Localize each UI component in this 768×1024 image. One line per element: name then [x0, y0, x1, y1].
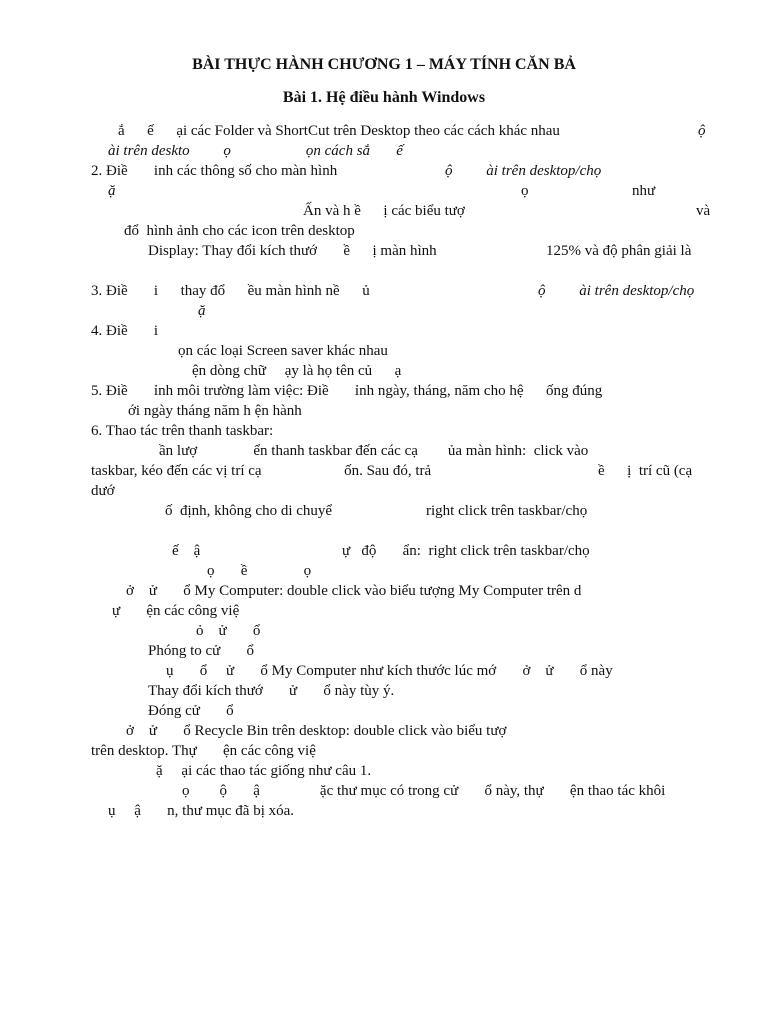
text-line: ế ậ — [172, 543, 201, 559]
text-line: 6. Thao tác trên thanh taskbar: — [91, 423, 274, 439]
text-line: Phóng to cử ổ — [148, 643, 255, 659]
text-line: ộ ài trên desktop/chọ — [538, 283, 695, 299]
text-line: ặ — [198, 303, 206, 319]
text-line: Đóng cử ổ — [148, 703, 234, 719]
text-line: dướ — [91, 483, 115, 499]
text-line: Ấn và h ề ị các biểu tượ — [303, 203, 465, 219]
text-line: như — [632, 183, 656, 199]
text-line: ọ ề ọ — [207, 563, 312, 579]
text-line: ộ ài trên desktop/chọ — [445, 163, 602, 179]
text-line: ở ử ổ My Computer: double click vào biểu tượng My Computer trên d — [126, 583, 582, 599]
text-line: taskbar, kéo đến các vị trí cạ ốn. Sau đó, trả — [91, 463, 432, 479]
text-line: ài trên deskto ọ ọn cách sắ ế — [108, 143, 403, 159]
text-line: Thay đổi kích thướ ử ổ này tùy ý. — [148, 683, 395, 699]
text-line: ần lượ ển thanh taskbar đến các cạ ủa màn hình: click vào — [159, 443, 589, 459]
text-line: ộ — [698, 123, 706, 139]
text-line: 5. Điề ỉnh môi trường làm việc: Điề ỉnh ngày, tháng, năm cho hệ ống đúng — [91, 383, 603, 399]
page-title: BÀI THỰC HÀNH CHƯƠNG 1 – MÁY TÍNH CĂN BẢ — [192, 56, 576, 73]
text-line: right click trên taskbar/chọ — [426, 503, 588, 519]
text-line: trên desktop. Thự ện các công việ — [91, 743, 316, 759]
text-line: ắ ế ại các Folder và ShortCut trên Desktop theo các cách khác nhau — [118, 123, 560, 139]
text-line: ề ị trí cũ (cạ — [598, 463, 693, 479]
text-line: ố định, không cho di chuyể — [165, 503, 333, 519]
text-line: ặ — [108, 183, 116, 199]
text-line: ở ử ổ Recycle Bin trên desktop: double click vào biểu tượ — [126, 723, 507, 739]
text-line: ọn các loại Screen saver khác nhau — [178, 343, 388, 359]
text-line: đổ hình ảnh cho các icon trên desktop — [124, 223, 355, 239]
text-line: ặ ại các thao tác giống như câu 1. — [156, 763, 372, 779]
text-line: 2. Điề inh các thông số cho màn hình — [91, 163, 338, 179]
text-line: ự độ ẩn: right click trên taskbar/chọ — [342, 543, 590, 559]
text-line: 3. Điề i thay đổ ều màn hình nề ủ — [91, 283, 370, 299]
text-line: Display: Thay đổi kích thướ ề ị màn hình — [148, 243, 437, 259]
section-heading: Bài 1. Hệ điều hành Windows — [282, 89, 486, 106]
text-line: ọ — [521, 183, 529, 199]
text-line: và — [696, 203, 711, 219]
text-line: ọ ộ ậ ặc thư mục có trong cử ổ này, thự ện thao tác khôi — [182, 783, 666, 799]
text-line: 125% và độ phân giải là — [546, 243, 692, 259]
text-line: ới ngày tháng năm h ện hành — [128, 403, 302, 419]
text-line: ụ ổ ử ổ My Computer như kích thước lúc mớ ở ử ổ này — [166, 663, 613, 679]
text-line: ự ện các công việ — [112, 603, 240, 619]
text-line: ụ ậ n, thư mục đã bị xóa. — [108, 803, 295, 819]
text-line: 4. Điề i — [91, 323, 159, 339]
text-line: ện dòng chữ ạy là họ tên củ ạ — [192, 363, 402, 379]
text-line: ỏ ử ổ — [196, 623, 261, 639]
